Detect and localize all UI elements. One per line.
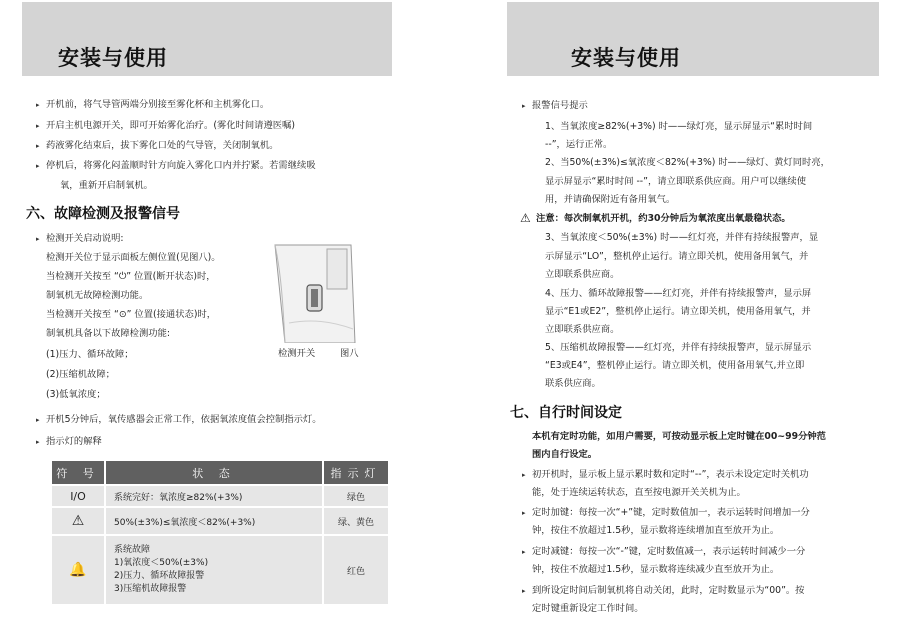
timer-bullet: 到所设定时间后制氧机将自动关闭，此时，定时数显示为“00”。按 (532, 585, 805, 596)
warning-icon: ⚠ (51, 507, 105, 535)
row-light: 绿、黄色 (323, 507, 389, 535)
timer-bullet-cont: 钟，按住不放超过1.5秒，显示数将连续减少直至放开为止。 (532, 564, 780, 575)
power-symbol: I/O (51, 485, 105, 507)
alarm-line: 5、压缩机故障报警——红灯亮，并伴有持续报警声，显示屏显示 (545, 342, 812, 353)
bullet-icon: ▸ (36, 438, 40, 446)
header-light: 指示灯 (323, 460, 389, 485)
right-page-title: 安装与使用 (571, 45, 681, 70)
bullet-icon: ▸ (36, 162, 40, 170)
detect-line: 制氧机无故障检测功能。 (46, 290, 149, 301)
bell-icon: 🔔 (51, 535, 105, 605)
left-bullet-4: 停机后，将雾化闷盖顺时针方向旋入雾化口内并拧紧。若需继续吸 (46, 160, 316, 171)
detect-line: (1)压力、循环故障； (46, 349, 134, 360)
section-6-heading: 六、故障检测及报警信号 (26, 206, 180, 222)
table-header-row (51, 460, 389, 485)
row-state-line: 1)氧浓度＜50%(±3%) (114, 558, 209, 568)
note-text: 注意：每次制氧机开机，约30分钟后为氧浓度出氧最稳状态。 (536, 213, 791, 224)
after-bullet-2: 指示灯的解释 (46, 436, 102, 447)
bullet-icon: ▸ (36, 416, 40, 424)
alarm-line: 2、当50%(±3%)≤氧浓度＜82%(+3%) 时——绿灯、黄灯同时亮， (545, 157, 830, 168)
alarm-line: “E3或E4”，整机停止运行。请立即关机，使用备用氧气,并立即 (545, 360, 805, 371)
detect-line: 制氧机具备以下故障检测功能: (46, 328, 170, 339)
bullet-icon: ▸ (522, 509, 526, 517)
alarm-line: 示屏显示“LO”，整机停止运行。请立即关机，使用备用氧气，并 (545, 251, 809, 262)
detect-line: (2)压缩机故障； (46, 369, 115, 380)
timer-bullet-cont: 钟，按住不放超过1.5秒，显示数将连续增加直至放开为止。 (532, 525, 780, 536)
left-bullet-3: 药液雾化结束后，拔下雾化口处的气导管，关闭制氧机。 (46, 140, 279, 151)
row-light: 绿色 (323, 485, 389, 507)
detect-line: 当检测开关按至 “⊙” 位置(接通状态)时， (46, 309, 217, 320)
bullet-icon: ▸ (522, 587, 526, 595)
bullet-icon: ▸ (36, 235, 40, 243)
table-row (51, 485, 389, 507)
timer-bullet: 定时加键：每按一次“+”键，定时数值加一，表示运转时间增加一分 (532, 507, 810, 518)
left-bullet-2: 开启主机电源开关，即可开始雾化治疗。(雾化时间请遵医嘱) (46, 120, 295, 131)
figure-caption: 图八 (340, 348, 359, 359)
alarm-line: 立即联系供应商。 (545, 324, 620, 335)
right-page (459, 0, 918, 638)
indicator-table (50, 459, 390, 606)
row-state-line: 2)压力、循环故障报警 (114, 571, 205, 581)
left-bullet-4-cont: 氧，重新开启制氧机。 (60, 180, 153, 191)
timer-bullet: 初开机时，显示板上显示累时数和定时“--”，表示未设定定时关机功 (532, 469, 809, 480)
alarm-line: 1、当氧浓度≥82%(+3%) 时——绿灯亮，显示屏显示“累时时间 (545, 121, 813, 132)
device-figure (271, 243, 356, 343)
alarm-line: 3、当氧浓度＜50%(±3%) 时——红灯亮，并伴有持续报警声，显 (545, 232, 819, 243)
bullet-icon: ▸ (36, 142, 40, 150)
after-bullet-1: 开机5分钟后，氧传感器会正常工作，依据氧浓度值会控制指示灯。 (46, 414, 322, 425)
row-state: 系统完好：氧浓度≥82%(+3%) (105, 485, 323, 507)
section-7-heading: 七、自行时间设定 (510, 405, 622, 421)
right-header-band (507, 2, 879, 76)
detect-line: (3)低氧浓度； (46, 389, 106, 400)
timer-bullet-cont: 能，处于连续运转状态，直至按电源开关关机为止。 (532, 487, 746, 498)
row-state-line: 3)压缩机故障报警 (114, 584, 187, 594)
left-page-title: 安装与使用 (58, 45, 168, 70)
detect-line: 检测开关位于显示面板左侧位置(见图八)。 (46, 252, 221, 263)
left-bullet-1: 开机前，将气导管两端分别接至雾化杯和主机雾化口。 (46, 99, 270, 110)
bullet-icon: ▸ (522, 548, 526, 556)
bullet-icon: ▸ (522, 471, 526, 479)
alarm-line: 用，并请确保附近有备用氧气。 (545, 194, 676, 205)
timer-bullet-cont: 定时键重新设定工作时间。 (532, 603, 644, 614)
header-state: 状 态 (105, 460, 323, 485)
alarm-title: 报警信号提示 (532, 100, 588, 111)
row-state-line: 系统故障 (114, 545, 151, 555)
row-light: 红色 (323, 535, 389, 605)
bullet-icon: ▸ (522, 102, 526, 110)
alarm-line: 联系供应商。 (545, 378, 601, 389)
table-row (51, 507, 389, 535)
intro-line: 本机有定时功能，如用户需要，可按动显示板上定时键在00~99分钟范 (532, 431, 826, 442)
bullet-icon: ▸ (36, 122, 40, 130)
detect-line: 当检测开关按至 “⏻” 位置(断开状态)时， (46, 271, 216, 282)
alarm-line: --”，运行正常。 (545, 139, 613, 150)
alarm-line: 显示“E1或E2”，整机停止运行。请立即关机，使用备用氧气，并 (545, 306, 811, 317)
timer-bullet: 定时减键：每按一次“-”键，定时数值减一，表示运转时间减少一分 (532, 546, 806, 557)
row-state-multi (105, 535, 323, 605)
row-state: 50%(±3%)≤氧浓度＜82%(+3%) (105, 507, 323, 535)
detect-title: 检测开关启动说明: (46, 233, 124, 244)
header-symbol: 符 号 (51, 460, 105, 485)
alarm-line: 4、压力、循环故障报警——红灯亮，并伴有持续报警声，显示屏 (545, 288, 812, 299)
alarm-line: 显示屏显示“累时时间 --”，请立即联系供应商。用户可以继续使 (545, 176, 807, 187)
left-header-band (22, 2, 392, 76)
figure-label: 检测开关 (278, 348, 316, 359)
bullet-icon: ▸ (36, 101, 40, 109)
alarm-line: 立即联系供应商。 (545, 269, 620, 280)
warning-icon: ⚠ (520, 211, 531, 225)
intro-line: 围内自行设定。 (532, 449, 598, 460)
table-row (51, 535, 389, 605)
